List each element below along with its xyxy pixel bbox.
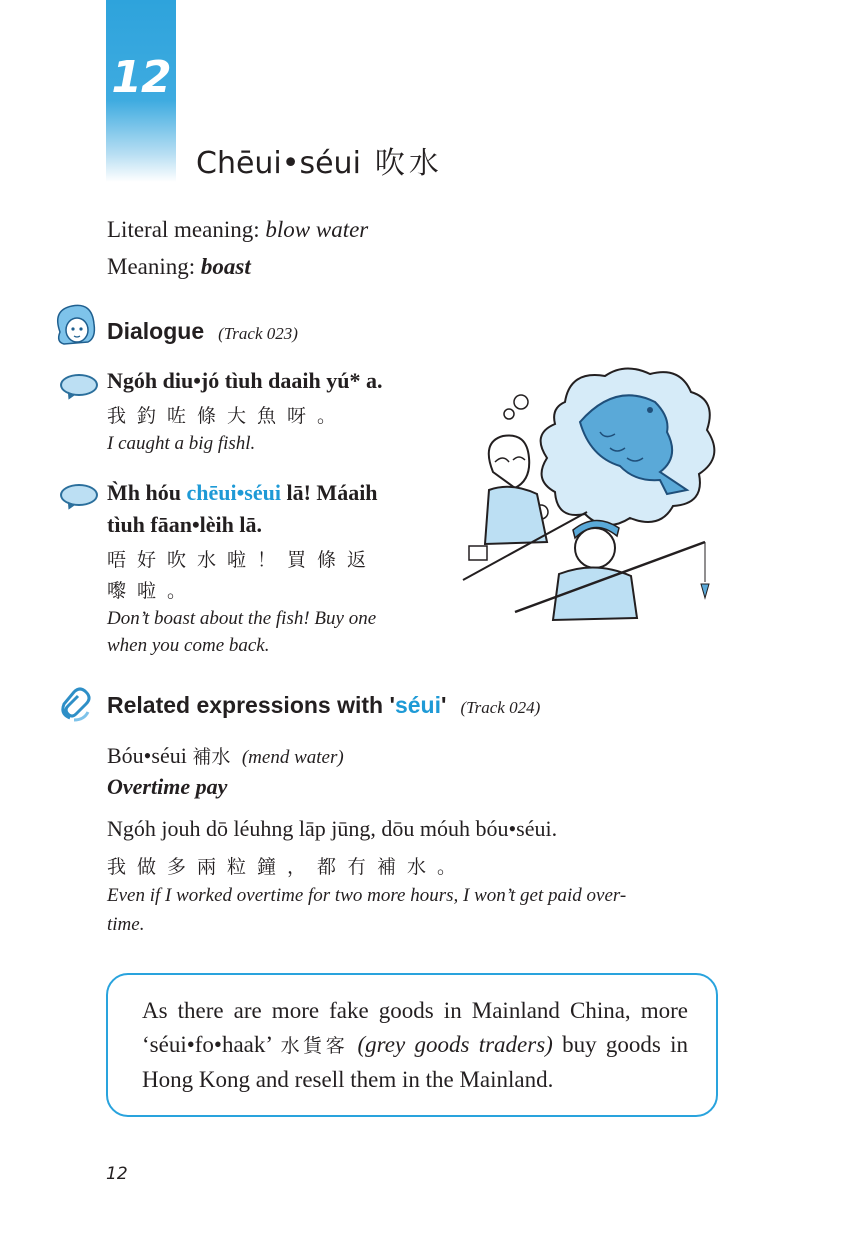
example-chinese: 我做多兩粒鐘，都冇補水。 bbox=[107, 856, 468, 878]
expression-meaning: Overtime pay bbox=[107, 774, 228, 799]
speech-bubble-icon bbox=[60, 484, 98, 506]
expression-line bbox=[107, 742, 344, 769]
chapter-title-roman: Chēui•séui bbox=[196, 146, 361, 181]
girl-face-icon bbox=[50, 302, 98, 348]
literal-meaning bbox=[107, 217, 368, 243]
related-track: (Track 024) bbox=[460, 698, 541, 717]
paperclip-icon bbox=[56, 684, 96, 724]
meaning-value: boast bbox=[200, 254, 251, 279]
chapter-title bbox=[196, 138, 443, 182]
page-number: 12 bbox=[106, 1164, 128, 1184]
dialogue-1-romanization: Ngóh diu•jó tìuh daaih yú* a. bbox=[107, 368, 383, 393]
dialogue-2-romanization bbox=[107, 476, 378, 509]
note-part2: buy goods in Hong Kong and resell them in the Mainland. bbox=[142, 1032, 688, 1092]
meaning bbox=[107, 254, 251, 280]
dialogue-2-romanization-part2: lā! Máaih bbox=[280, 480, 378, 505]
note-chinese: 水貨客 bbox=[280, 1035, 349, 1057]
example-english-line2: time. bbox=[107, 914, 145, 935]
related-heading-prefix: Related expressions with ' bbox=[107, 692, 395, 718]
example-english-line1: Even if I worked overtime for two more hours, I won’t get paid over- bbox=[107, 885, 627, 906]
example-romanization: Ngóh jouh dō léuhng lāp jūng, dōu móuh bóu•séui. bbox=[107, 816, 558, 841]
chapter-number: 12 bbox=[111, 52, 171, 103]
note-part1: As there are more fake goods in Mainland China, more ‘séui•fo•haak’ bbox=[142, 998, 688, 1057]
expression-romanization: Bóu•séui bbox=[107, 743, 193, 768]
note-italic: (grey goods traders) bbox=[348, 1032, 553, 1057]
dialogue-1-english: I caught a big fishl. bbox=[107, 433, 256, 454]
note-text bbox=[142, 994, 688, 1097]
related-heading bbox=[107, 692, 540, 719]
meaning-label: Meaning: bbox=[107, 254, 201, 279]
speech-bubble-icon bbox=[60, 374, 98, 396]
expression-literal: (mend water) bbox=[241, 747, 344, 768]
dialogue-heading-text: Dialogue bbox=[107, 318, 205, 344]
related-heading-suffix: ' bbox=[440, 692, 447, 718]
chapter-title-chinese: 吹水 bbox=[374, 146, 443, 181]
dialogue-2-chinese-line1: 唔好吹水啦！買條返 bbox=[107, 549, 378, 571]
literal-meaning-value: blow water bbox=[265, 217, 369, 242]
dialogue-heading bbox=[107, 318, 298, 345]
dialogue-2-english-line1: Don’t boast about the fish! Buy one bbox=[107, 608, 377, 629]
dialogue-2-english-line2: when you come back. bbox=[107, 635, 270, 656]
dialogue-2-chinese-line2: 嚟啦。 bbox=[107, 580, 198, 602]
literal-meaning-label: Literal meaning: bbox=[107, 217, 266, 242]
related-heading-highlight: séui bbox=[394, 692, 441, 718]
dialogue-2-highlight: chēui•séui bbox=[186, 480, 281, 505]
fishing-boast-illustration bbox=[455, 362, 735, 624]
dialogue-2-romanization-line2: tìuh fāan•lèih lā. bbox=[107, 512, 263, 537]
dialogue-1-chinese: 我釣咗條大魚呀。 bbox=[107, 405, 348, 427]
dialogue-track: (Track 023) bbox=[218, 324, 298, 343]
expression-chinese: 補水 bbox=[192, 746, 231, 768]
dialogue-2-romanization-part1: M̀h hóu bbox=[107, 480, 187, 505]
